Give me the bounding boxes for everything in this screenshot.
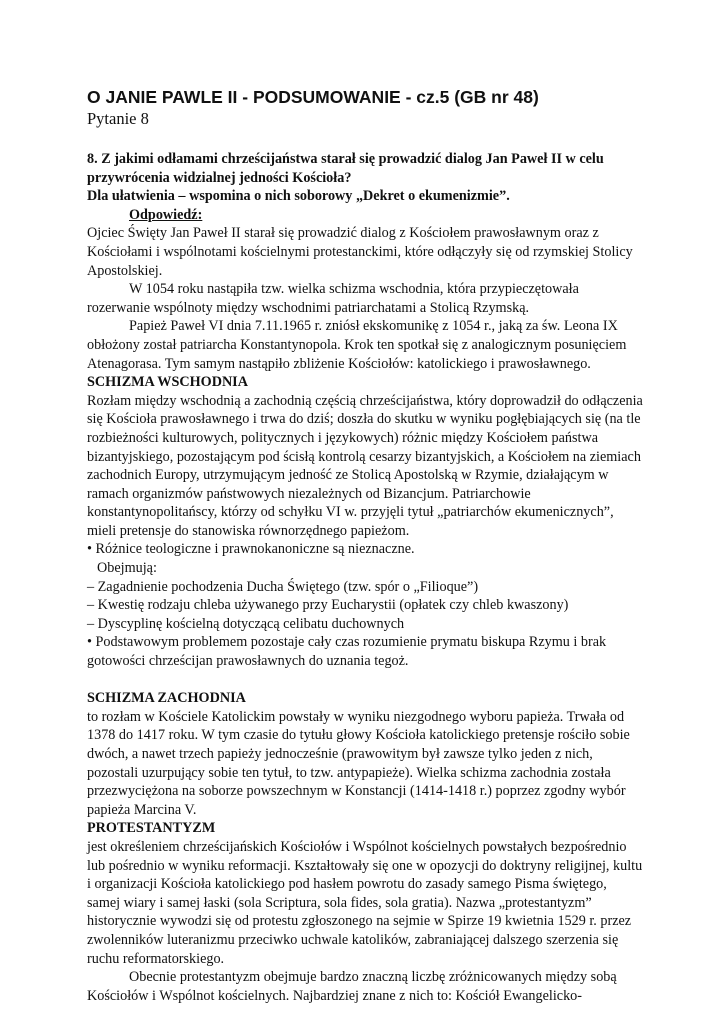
section-heading-schizma-wschodnia: SCHIZMA WSCHODNIA xyxy=(87,374,248,391)
question-hint: Dla ułatwienia – wspomina o nich soborowy „Dekret o ekumenizmie”. xyxy=(87,188,510,205)
dash-item: – Kwestię rodzaju chleba używanego przy Eucharystii (opłatek czy chleb kwaszony) xyxy=(87,597,569,614)
document-body xyxy=(87,150,643,1005)
intro-paragraph-3: Papież Paweł VI dnia 7.11.1965 r. zniósł ekskomunikę z 1054 r., jaką za św. Leona IX obłożony został patriarcha Konstantynopola. Krok ten spotkał się z analogicznym posunięciem Atenagorasa. Tym samym nastąpiło zbliżenie Kościołów: katolickiego i prawosławnego. xyxy=(87,318,627,372)
answer-label: Odpowiedź: xyxy=(129,206,203,223)
document-subtitle: Pytanie 8 xyxy=(87,109,149,128)
spacer xyxy=(87,671,643,690)
question-text: 8. Z jakimi odłamami chrześcijaństwa starał się prowadzić dialog Jan Paweł II w celu przywrócenia widzialnej jedności Kościoła? xyxy=(87,151,604,186)
dash-item: – Zagadnienie pochodzenia Ducha Świętego (tzw. spór o „Filioque”) xyxy=(87,578,479,595)
dash-item: – Dyscyplinę kościelną dotyczącą celibatu duchownych xyxy=(87,615,405,632)
bullet-item: • Podstawowym problemem pozostaje cały czas rozumienie prymatu biskupa Rzymu i brak gotowości chrześcijan prawosławnych do uznania tegoż. xyxy=(87,634,607,670)
schizma-zachodnia-body: to rozłam w Kościele Katolickim powstały w wyniku niezgodnego wyboru papieża. Trwała od 1378 do 1417 roku. W tym czasie do tytułu głowy Kościoła katolickiego pretensje rościło sobie dwóch, a nawet trzech papieży jednocześnie (prawowitym był zawsze tylko jeden z nich, pozostali uzurpujący sobie ten tytuł, to tzw. antypapieże). Wielka schizma zachodnia została przezwyciężona na soborze powszechnym w Konstancji (1414-1418 r.) poprzez zgodny wybór papieża Marcina V. xyxy=(87,708,630,818)
includes-label: Obejmują: xyxy=(97,560,157,577)
intro-paragraph-2: W 1054 roku nastąpiła tzw. wielka schizma wschodnia, która przypieczętowała rozerwanie wspólnoty między wschodnimi patriarchatami a Stolicą Rzymską. xyxy=(87,281,579,316)
document-title: O JANIE PAWLE II - PODSUMOWANIE - cz.5 (GB nr 48) xyxy=(87,87,539,107)
section-heading-schizma-zachodnia: SCHIZMA ZACHODNIA xyxy=(87,690,246,707)
schizma-wschodnia-body: Rozłam między wschodnią a zachodnią częścią chrześcijaństwa, który doprowadził do odłączenia się Kościoła prawosławnego i trwa do dziś; doszła do skutku w wyniku pogłębiających się (na tle rozbieżności kulturowych, politycznych i językowych) różnic między Kościołem państwa bizantyjskiego, pozostającym pod ścisłą kontrolą cesarzy bizantyjskich, a Kościołem na ziemiach zachodnich Europy, utrzymującym jedność ze Stolicą Apostolską w Rzymie, działającym w ramach organizmów państwowych niezależnych od Bizancjum. Patriarchowie konstantynopolitańscy, którzy od schyłku VI w. przyjęli tytuł „patriarchów ekumenicznych”, mieli pretensje do stanowiska równorzędnego papieżom. xyxy=(87,392,643,539)
protestantyzm-body-2: Obecnie protestantyzm obejmuje bardzo znaczną liczbę zróżnicowanych między sobą Kościołów i Wspólnot kościelnych. Najbardziej znane z nich to: Kościół Ewangelicko- xyxy=(87,969,617,1004)
section-heading-protestantyzm: PROTESTANTYZM xyxy=(87,820,216,837)
bullet-item: • Różnice teologiczne i prawnokanoniczne są nieznaczne. xyxy=(87,541,415,558)
protestantyzm-body: jest określeniem chrześcijańskich Kościołów i Wspólnot kościelnych powstałych bezpośrednio lub pośrednio w wyniku reformacji. Kształtowały się one w opozycji do doktryny religijnej, kultu i organizacji Kościoła katolickiego pod hasłem powrotu do zasady samego Pisma świętego, samej wiary i samej łaski (sola Scriptura, sola fides, sola gratia). Nazwa „protestantyzm” historycznie wywodzi się od protestu zgłoszonego na sejmie w Spirze 19 kwietnia 1529 r. przez zwolenników luteranizmu przeciwko uchwale katolików, zabraniającej dalszego szerzenia się ruchu reformatorskiego. xyxy=(87,838,643,967)
document-page xyxy=(87,86,643,1005)
intro-paragraph-1: Ojciec Święty Jan Paweł II starał się prowadzić dialog z Kościołem prawosławnym oraz z Kościołami i wspólnotami kościelnymi protestanckimi, które odłączyły się od rzymskiej Stolicy Apostolskiej. xyxy=(87,225,633,279)
